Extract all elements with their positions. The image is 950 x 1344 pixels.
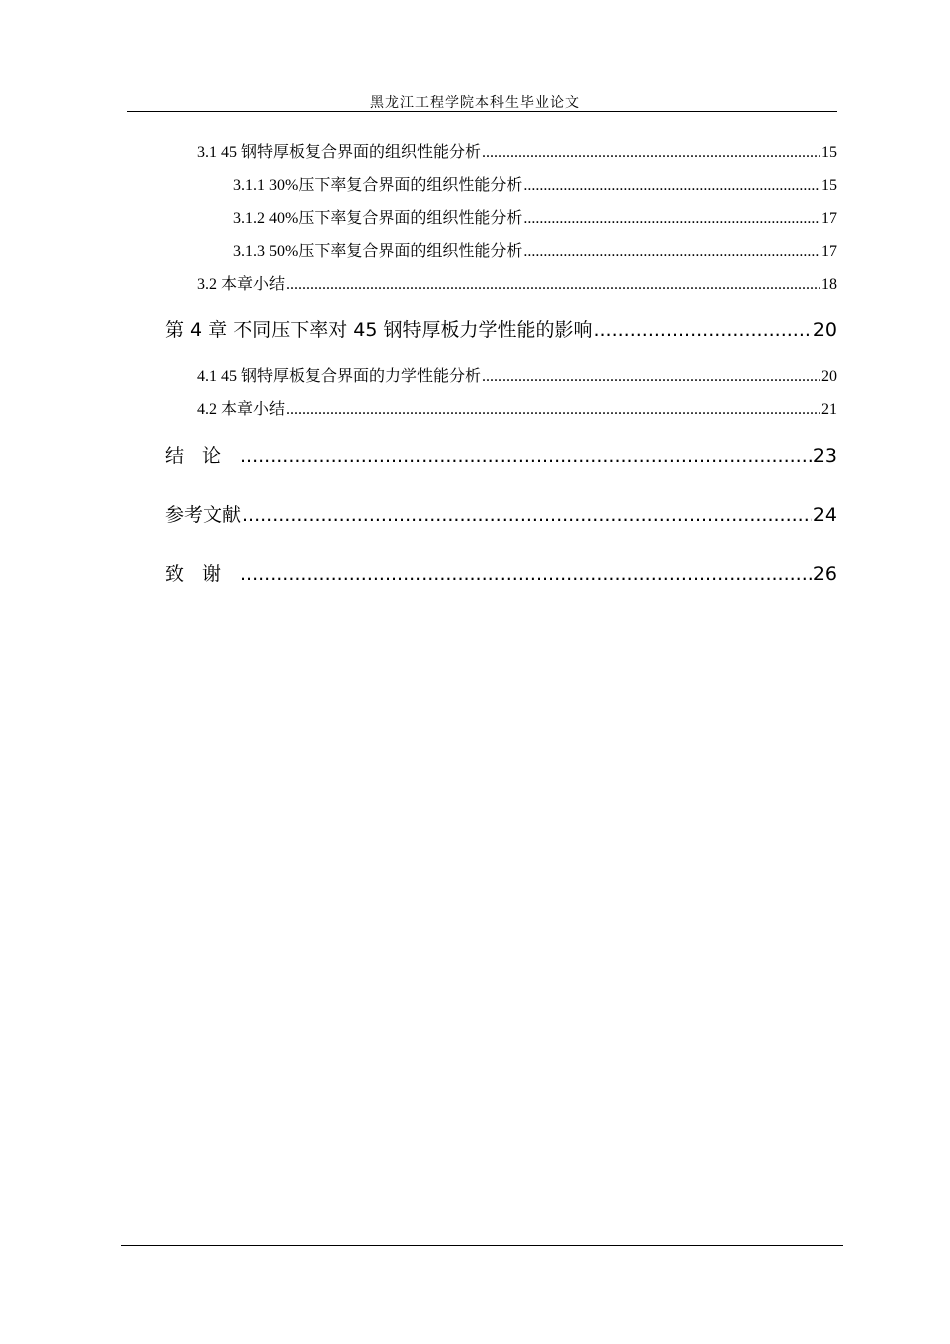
toc-dot-leader [523, 210, 820, 228]
toc-entry-page: 18 [821, 276, 837, 293]
toc-entry-conclusion[interactable] [165, 441, 837, 468]
toc-entry-title: 3.1.1 30%压下率复合界面的组织性能分析 [233, 177, 523, 194]
toc-entry-title: 3.1.3 50%压下率复合界面的组织性能分析 [233, 243, 523, 260]
toc-entry-chapter-4[interactable] [165, 315, 837, 342]
toc-dot-leader [523, 243, 820, 261]
toc-entry-title: 3.1.2 40%压下率复合界面的组织性能分析 [233, 210, 523, 227]
toc-entry-3-1[interactable] [197, 139, 837, 162]
toc-entry-acknowledgements[interactable] [165, 559, 837, 586]
header-rule [127, 111, 837, 112]
toc-entry-page: 23 [812, 445, 837, 467]
toc-dot-leader [523, 177, 820, 195]
toc-entry-title: 参考文献 [165, 504, 242, 526]
toc-entry-page: 17 [821, 210, 837, 227]
toc-entry-page: 26 [812, 563, 837, 585]
toc-dot-leader [286, 401, 820, 419]
toc-dot-leader [286, 276, 820, 294]
toc-entry-page: 21 [821, 401, 837, 418]
toc-entry-page: 20 [812, 319, 837, 341]
toc-dot-leader [240, 445, 812, 467]
toc-entry-page: 24 [812, 504, 837, 526]
toc-entry-4-2[interactable] [197, 396, 837, 419]
footer-rule [121, 1245, 843, 1246]
toc-entry-page: 17 [821, 243, 837, 260]
toc-entry-3-2[interactable] [197, 271, 837, 294]
toc-entry-page: 15 [821, 177, 837, 194]
toc-entry-3-1-3[interactable] [233, 238, 837, 261]
toc-entry-3-1-1[interactable] [233, 172, 837, 195]
toc-entry-title: 4.2 本章小结 [197, 401, 286, 418]
toc-entry-4-1[interactable] [197, 363, 837, 386]
toc-entry-title: 第 4 章 不同压下率对 45 钢特厚板力学性能的影响 [165, 319, 593, 341]
toc-dot-leader [482, 144, 820, 162]
toc-entry-title: 4.1 45 钢特厚板复合界面的力学性能分析 [197, 368, 482, 385]
toc-entry-title: 致谢 [165, 563, 240, 585]
toc-dot-leader [593, 319, 811, 341]
toc-entry-title: 3.2 本章小结 [197, 276, 286, 293]
toc-dot-leader [242, 504, 812, 526]
toc-entry-title: 3.1 45 钢特厚板复合界面的组织性能分析 [197, 144, 482, 161]
toc-entry-title: 结论 [165, 445, 240, 467]
toc-entry-3-1-2[interactable] [233, 205, 837, 228]
toc-entry-page: 20 [821, 368, 837, 385]
toc-dot-leader [240, 563, 812, 585]
toc-entry-page: 15 [821, 144, 837, 161]
page-header-title: 黑龙江工程学院本科生毕业论文 [370, 95, 580, 111]
toc-dot-leader [482, 368, 820, 386]
toc-entry-references[interactable] [165, 500, 837, 527]
